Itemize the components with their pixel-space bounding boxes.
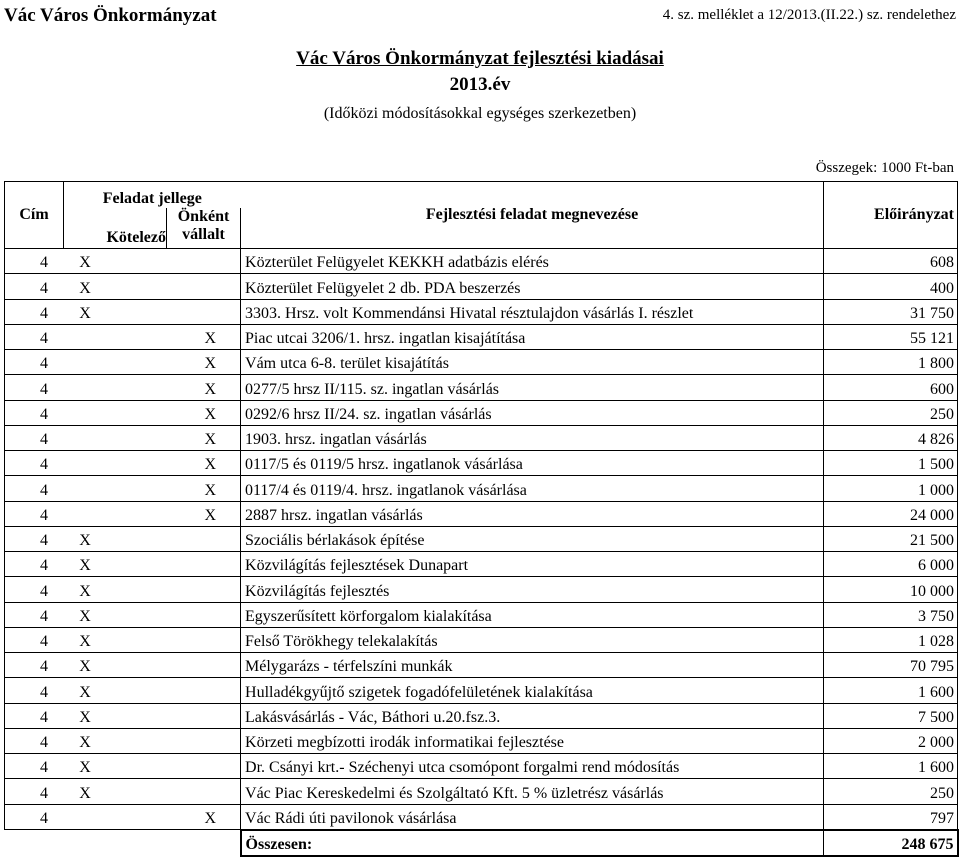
name-cell: Hulladékgyűjtő szigetek fogadófelületének kialakítása: [241, 678, 824, 703]
kotelezo-cell: X: [64, 274, 167, 299]
total-blank-cell: [5, 830, 241, 856]
table-row: [5, 754, 958, 779]
name-cell: Vám utca 6-8. terület kisajátítás: [241, 350, 824, 375]
kotelezo-cell: X: [64, 678, 167, 703]
name-cell: Egyszerűsített körforgalom kialakítása: [241, 602, 824, 627]
cim-cell: 4: [5, 400, 64, 425]
column-header-onkent: [167, 208, 241, 249]
table-row: [5, 299, 958, 324]
name-cell: Felső Törökhegy telekalakítás: [241, 627, 824, 652]
amount-cell: 21 500: [824, 526, 958, 551]
kotelezo-cell: X: [64, 526, 167, 551]
onkent-cell: [167, 552, 241, 577]
table-row: [5, 728, 958, 753]
amount-cell: 600: [824, 375, 958, 400]
kotelezo-cell: [64, 324, 167, 349]
name-cell: 0117/4 és 0119/4. hrsz. ingatlanok vásárlása: [241, 476, 824, 501]
cim-cell: 4: [5, 678, 64, 703]
organization-name: Vác Város Önkormányzat: [4, 5, 217, 26]
table-row: [5, 375, 958, 400]
amount-cell: 1 000: [824, 476, 958, 501]
development-expenses-table: [4, 181, 959, 857]
cim-cell: 4: [5, 627, 64, 652]
onkent-label: Önként: [177, 208, 230, 225]
kotelezo-cell: X: [64, 577, 167, 602]
cim-cell: 4: [5, 703, 64, 728]
onkent-cell: X: [167, 324, 241, 349]
amount-cell: 4 826: [824, 425, 958, 450]
cim-cell: 4: [5, 425, 64, 450]
onkent-cell: X: [167, 350, 241, 375]
kotelezo-cell: [64, 501, 167, 526]
cim-cell: 4: [5, 728, 64, 753]
table-row: [5, 451, 958, 476]
onkent-cell: X: [167, 400, 241, 425]
cim-cell: 4: [5, 779, 64, 804]
onkent-cell: X: [167, 451, 241, 476]
amount-cell: 6 000: [824, 552, 958, 577]
kotelezo-cell: [64, 476, 167, 501]
name-cell: 0117/5 és 0119/5 hrsz. ingatlanok vásárlása: [241, 451, 824, 476]
table-row: [5, 249, 958, 274]
table-row: [5, 602, 958, 627]
table-row: [5, 476, 958, 501]
table-row: [5, 425, 958, 450]
kotelezo-cell: X: [64, 249, 167, 274]
name-cell: Közterület Felügyelet KEKKH adatbázis elérés: [241, 249, 824, 274]
table-row: [5, 501, 958, 526]
onkent-cell: [167, 602, 241, 627]
amount-cell: 31 750: [824, 299, 958, 324]
amount-cell: 1 600: [824, 678, 958, 703]
kotelezo-cell: X: [64, 703, 167, 728]
name-cell: Vác Piac Kereskedelmi és Szolgáltató Kft. 5 % üzletrész vásárlás: [241, 779, 824, 804]
cim-cell: 4: [5, 552, 64, 577]
name-cell: 1903. hrsz. ingatlan vásárlás: [241, 425, 824, 450]
document-subtitle: (Időközi módosításokkal egységes szerkezetben): [323, 105, 637, 122]
name-cell: Vác Rádi úti pavilonok vásárlása: [241, 804, 824, 830]
amount-cell: 2 000: [824, 728, 958, 753]
kotelezo-cell: X: [64, 728, 167, 753]
kotelezo-cell: [64, 375, 167, 400]
cim-cell: 4: [5, 299, 64, 324]
onkent-cell: X: [167, 375, 241, 400]
amount-cell: 797: [824, 804, 958, 830]
onkent-cell: X: [167, 501, 241, 526]
kotelezo-cell: X: [64, 299, 167, 324]
kotelezo-cell: X: [64, 779, 167, 804]
name-cell: 3303. Hrsz. volt Kommendánsi Hivatal résztulajdon vásárlás I. részlet: [241, 299, 824, 324]
column-header-kotelezo: Kötelező: [64, 208, 167, 249]
kotelezo-cell: X: [64, 754, 167, 779]
cim-cell: 4: [5, 602, 64, 627]
annex-reference: 4. sz. melléklet a 12/2013.(II.22.) sz. rendelethez: [662, 7, 956, 23]
onkent-cell: [167, 678, 241, 703]
cim-cell: 4: [5, 653, 64, 678]
onkent-cell: [167, 526, 241, 551]
cim-cell: 4: [5, 577, 64, 602]
total-amount: 248 675: [824, 830, 958, 856]
cim-cell: 4: [5, 804, 64, 830]
column-header-amount: Előirányzat: [824, 182, 958, 249]
kotelezo-cell: [64, 350, 167, 375]
amount-cell: 250: [824, 779, 958, 804]
cim-cell: 4: [5, 754, 64, 779]
column-header-cim: Cím: [5, 182, 64, 249]
name-cell: Körzeti megbízotti irodák informatikai fejlesztése: [241, 728, 824, 753]
onkent-cell: [167, 728, 241, 753]
cim-cell: 4: [5, 476, 64, 501]
table-header: [5, 182, 958, 249]
cim-cell: 4: [5, 324, 64, 349]
name-cell: Közvilágítás fejlesztés: [241, 577, 824, 602]
kotelezo-cell: [64, 804, 167, 830]
amount-cell: 3 750: [824, 602, 958, 627]
kotelezo-cell: [64, 400, 167, 425]
onkent-cell: X: [167, 425, 241, 450]
onkent-cell: [167, 754, 241, 779]
table-row: [5, 400, 958, 425]
kotelezo-cell: X: [64, 602, 167, 627]
amount-cell: 55 121: [824, 324, 958, 349]
amount-cell: 1 500: [824, 451, 958, 476]
cim-cell: 4: [5, 274, 64, 299]
name-cell: Piac utcai 3206/1. hrsz. ingatlan kisajátítása: [241, 324, 824, 349]
column-header-name: Fejlesztési feladat megnevezése: [241, 182, 824, 249]
column-header-feladat-jellege: Feladat jellege: [64, 182, 241, 209]
amount-cell: 400: [824, 274, 958, 299]
name-cell: Mélygarázs - térfelszíni munkák: [241, 653, 824, 678]
cim-cell: 4: [5, 451, 64, 476]
table-row: [5, 779, 958, 804]
kotelezo-cell: [64, 451, 167, 476]
amount-cell: 1 028: [824, 627, 958, 652]
table-row: [5, 627, 958, 652]
amount-cell: 24 000: [824, 501, 958, 526]
onkent-cell: [167, 577, 241, 602]
table-row: [5, 552, 958, 577]
table-row: [5, 804, 958, 830]
amount-cell: 608: [824, 249, 958, 274]
table-body: [5, 249, 958, 857]
cim-cell: 4: [5, 249, 64, 274]
kotelezo-cell: [64, 425, 167, 450]
total-label: Összesen:: [241, 830, 824, 856]
amount-cell: 10 000: [824, 577, 958, 602]
onkent-cell: [167, 627, 241, 652]
name-cell: 2887 hrsz. ingatlan vásárlás: [241, 501, 824, 526]
cim-cell: 4: [5, 350, 64, 375]
table-row: [5, 350, 958, 375]
table-row: [5, 274, 958, 299]
kotelezo-cell: X: [64, 552, 167, 577]
name-cell: Dr. Csányi krt.- Széchenyi utca csomópont forgalmi rend módosítás: [241, 754, 824, 779]
name-cell: Lakásvásárlás - Vác, Báthori u.20.fsz.3.: [241, 703, 824, 728]
total-row: [5, 830, 958, 856]
amount-cell: 70 795: [824, 653, 958, 678]
table-row: [5, 653, 958, 678]
onkent-cell: X: [167, 804, 241, 830]
document-year: 2013.év: [449, 74, 511, 95]
document-title: Vác Város Önkormányzat fejlesztési kiadásai: [296, 48, 664, 69]
name-cell: 0277/5 hrsz II/115. sz. ingatlan vásárlás: [241, 375, 824, 400]
amount-cell: 1 600: [824, 754, 958, 779]
table-row: [5, 577, 958, 602]
amount-cell: 7 500: [824, 703, 958, 728]
table-row: [5, 678, 958, 703]
amount-cell: 1 800: [824, 350, 958, 375]
onkent-cell: [167, 779, 241, 804]
vallalt-label: vállalt: [182, 226, 225, 243]
onkent-cell: [167, 653, 241, 678]
onkent-cell: [167, 703, 241, 728]
cim-cell: 4: [5, 526, 64, 551]
cim-cell: 4: [5, 375, 64, 400]
amount-cell: 250: [824, 400, 958, 425]
units-note: Összegek: 1000 Ft-ban: [815, 160, 954, 176]
kotelezo-cell: X: [64, 653, 167, 678]
name-cell: 0292/6 hrsz II/24. sz. ingatlan vásárlás: [241, 400, 824, 425]
onkent-cell: X: [167, 476, 241, 501]
kotelezo-cell: X: [64, 627, 167, 652]
cim-cell: 4: [5, 501, 64, 526]
onkent-cell: [167, 249, 241, 274]
table-row: [5, 526, 958, 551]
name-cell: Közterület Felügyelet 2 db. PDA beszerzés: [241, 274, 824, 299]
name-cell: Közvilágítás fejlesztések Dunapart: [241, 552, 824, 577]
table-row: [5, 324, 958, 349]
table-row: [5, 703, 958, 728]
onkent-cell: [167, 274, 241, 299]
onkent-cell: [167, 299, 241, 324]
name-cell: Szociális bérlakások építése: [241, 526, 824, 551]
